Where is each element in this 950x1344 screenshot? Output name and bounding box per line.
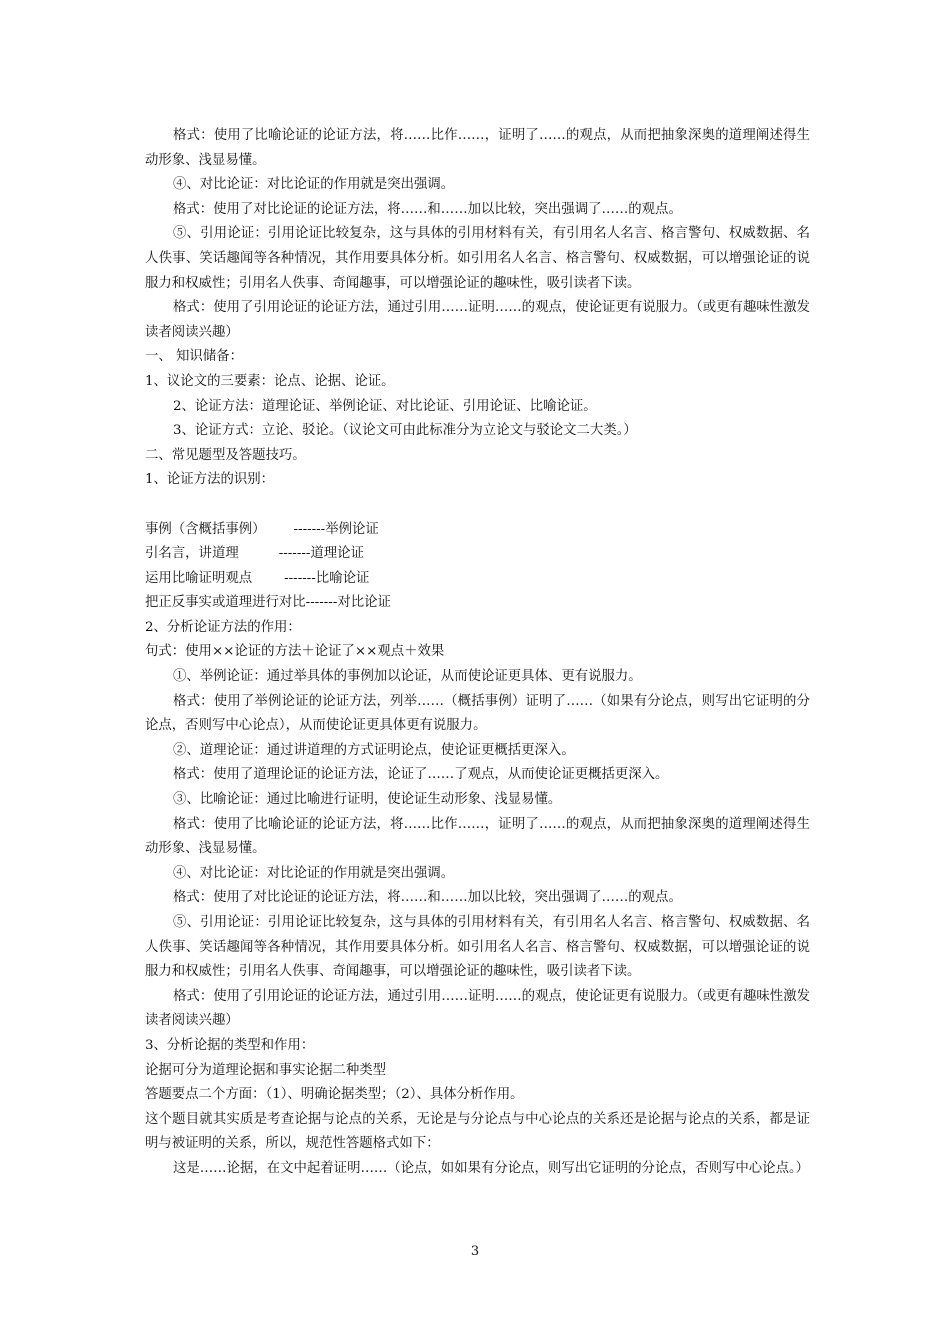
- paragraph: ⑤、引用论证：引用论证比较复杂，这与具体的引用材料有关，有引用名人名言、格言警句、权威数据、名人佚事、笑话趣闻等各种情况，其作用要具体分析。如引用名人名言、格言警句、权威数据，可以增强论证的说服力和权威性；引用名人佚事、奇闻趣事，可以增强论证的趣味性，吸引读者下读。: [145, 915, 810, 980]
- subsection-heading: 3、分析论据的类型和作用：: [145, 1037, 315, 1053]
- paragraph: 格式：使用了比喻论证的论证方法，将……比作……，证明了……的观点，从而把抽象深奥的道理阐述得生动形象、浅显易懂。: [145, 128, 810, 168]
- mapping-line: [145, 518, 810, 543]
- mapping-line: [145, 567, 810, 592]
- subsection-heading: 1、论证方法的识别：: [145, 472, 275, 488]
- paragraph: 论据可分为道理论据和事实论据二种类型: [145, 1062, 387, 1078]
- mapping-result: -------道理论证: [278, 546, 364, 562]
- paragraph: 格式：使用了举例论证的论证方法，列举……（概括事例）证明了……（如果有分论点，则写出它证明的分论点，否则写中心论点），从而使论证更具体更有说服力。: [145, 693, 810, 734]
- paragraph: 这个题目就其实质是考查论据与论点的关系，无论是与分论点与中心论点的关系还是论据与论点的关系，都是证明与被证明的关系，所以，规范性答题格式如下：: [145, 1111, 810, 1152]
- subsection-heading: 2、分析论证方法的作用：: [145, 619, 301, 635]
- paragraph: ③、比喻论证：通过比喻进行证明，使论证生动形象、浅显易懂。: [173, 792, 562, 808]
- paragraph: ②、道理论证：通过讲道理的方式证明论点，使论证更概括更深入。: [173, 742, 575, 758]
- mapping-term: 引名言，讲道理: [145, 546, 239, 562]
- paragraph: 格式：使用了道理论证的论证方法，论证了……了观点，从而使论证更概括更深入。: [173, 767, 669, 783]
- paragraph: ①、举例论证：通过举具体的事例加以论证，从而使论证更具体、更有说服力。: [173, 669, 642, 685]
- mapping-result: -------比喻论证: [284, 570, 370, 586]
- paragraph: 格式：使用了对比论证的论证方法，将……和……加以比较，突出强调了……的观点。: [173, 201, 682, 217]
- mapping-result: -------举例论证: [293, 521, 379, 537]
- paragraph: ⑤、引用论证：引用论证比较复杂，这与具体的引用材料有关，有引用名人名言、格言警句、权威数据、名人佚事、笑话趣闻等各种情况，其作用要具体分析。如引用名人名言、格言警句、权威数据，可以增强论证的说服力和权威性；引用名人佚事、奇闻趣事，可以增强论证的趣味性，吸引读者下读。: [145, 226, 810, 291]
- paragraph: ④、对比论证：对比论证的作用就是突出强调。: [173, 177, 455, 193]
- mapping-term: 事例（含概括事例）: [145, 521, 266, 537]
- paragraph: 格式：使用了比喻论证的论证方法，将……比作……，证明了……的观点，从而把抽象深奥的道理阐述得生动形象、浅显易懂。: [145, 816, 810, 857]
- paragraph: 2、论证方法：道理论证、举例论证、对比论证、引用论证、比喻论证。: [173, 398, 597, 414]
- mapping-line: 把正反事实或道理进行对比-------对比论证: [145, 595, 391, 611]
- blank-line: [145, 493, 810, 518]
- paragraph: 1、议论文的三要素：论点、论据、论证。: [145, 373, 395, 389]
- section-heading: 一、 知识储备：: [145, 349, 243, 365]
- page-number: 3: [470, 1244, 480, 1259]
- page-body: [145, 124, 810, 1182]
- paragraph: 3、论证方式：立论、驳论。（议论文可由此标准分为立论文与驳论文二大类。）: [173, 423, 637, 439]
- mapping-line: [145, 542, 810, 567]
- paragraph: 这是……论据，在文中起着证明……（论点，如如果有分论点，则写出它证明的分论点，否则写中心论点。）: [173, 1160, 810, 1176]
- paragraph: 答题要点二个方面：（1）、明确论据类型；（2）、具体分析作用。: [145, 1087, 524, 1103]
- paragraph: 格式：使用了引用论证的论证方法，通过引用……证明……的观点，使论证更有说服力。（或更有趣味性激发读者阅读兴趣）: [145, 988, 810, 1029]
- paragraph: ④、对比论证：对比论证的作用就是突出强调。: [173, 865, 455, 881]
- paragraph: 格式：使用了引用论证的论证方法，通过引用……证明……的观点，使论证更有说服力。（或更有趣味性激发读者阅读兴趣）: [145, 300, 810, 340]
- paragraph: 句式：使用××论证的方法＋论证了××观点＋效果: [145, 644, 445, 660]
- paragraph: 格式：使用了对比论证的论证方法，将……和……加以比较，突出强调了……的观点。: [173, 890, 682, 906]
- mapping-term: 运用比喻证明观点: [145, 570, 253, 586]
- section-heading: 二、常见题型及答题技巧。: [145, 447, 306, 463]
